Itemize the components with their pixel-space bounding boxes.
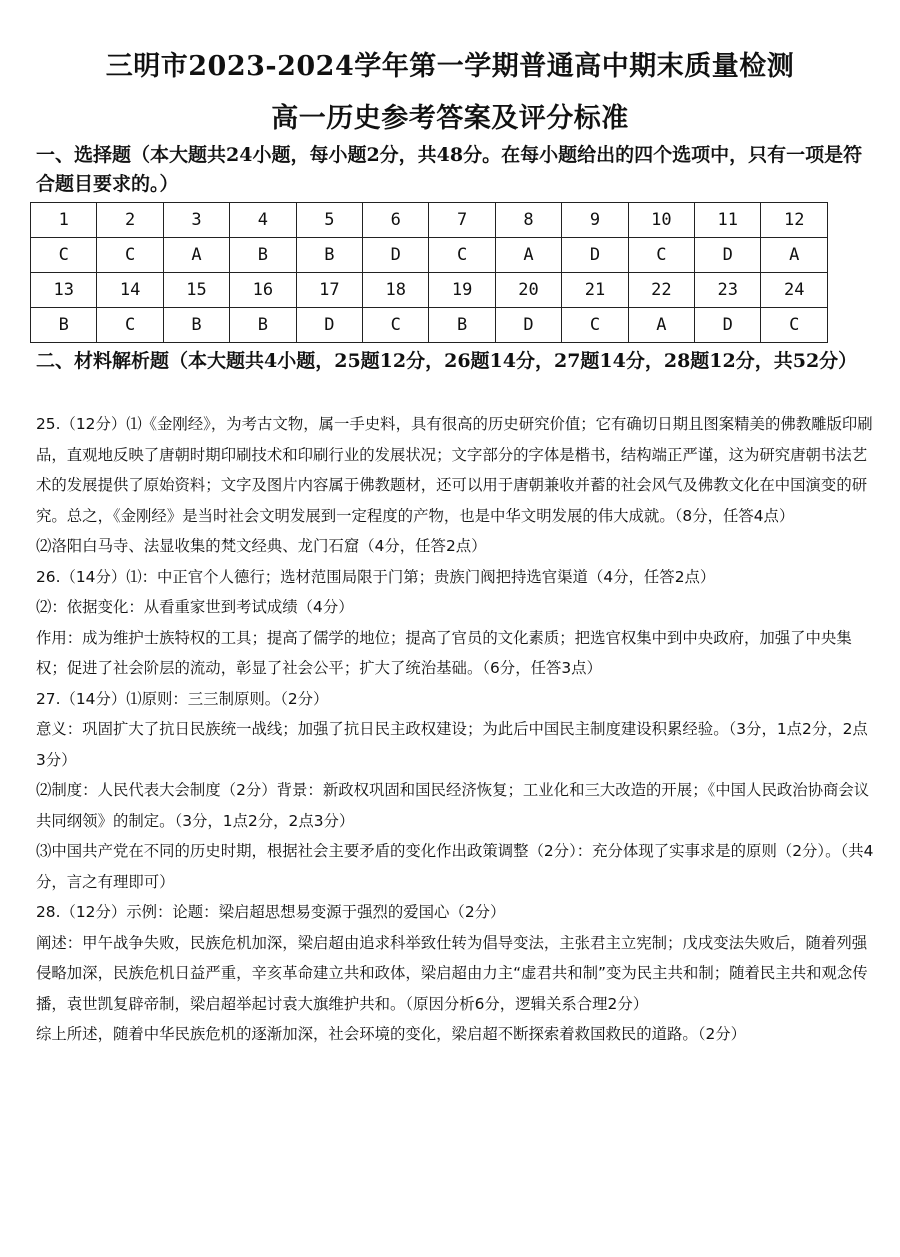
question-number-cell: 5 bbox=[296, 203, 362, 238]
question-number-cell: 14 bbox=[97, 273, 163, 308]
answer-paragraph: 27.（14分）⑴原则：三三制原则。（2分） bbox=[36, 689, 329, 708]
question-number-cell: 12 bbox=[761, 203, 828, 238]
answer-cell: D bbox=[495, 308, 561, 343]
question-number-cell: 23 bbox=[695, 273, 761, 308]
answer-cell: A bbox=[163, 238, 229, 273]
question-number-cell: 13 bbox=[31, 273, 97, 308]
answer-text bbox=[36, 409, 876, 1050]
answer-cell: B bbox=[230, 308, 296, 343]
section-heading-choice: 一、选择题（本大题共24小题，每小题2分，共48分。在每小题给出的四个选项中，只有一项是符合题目要求的。） bbox=[36, 144, 863, 195]
answer-cell: C bbox=[429, 238, 495, 273]
answer-paragraph: 作用：成为维护士族特权的工具；提高了儒学的地位；提高了官员的文化素质；把选官权集中到中央政府，加强了中央集权；促进了社会阶层的流动，彰显了社会公平；扩大了统治基础。（6分，任答3点） bbox=[36, 628, 852, 677]
question-number-cell: 10 bbox=[628, 203, 694, 238]
answer-cell: D bbox=[296, 308, 362, 343]
answer-cell: A bbox=[495, 238, 561, 273]
question-number-cell: 7 bbox=[429, 203, 495, 238]
answer-cell: B bbox=[230, 238, 296, 273]
answer-paragraph: 阐述：甲午战争失败，民族危机加深，梁启超由追求科举致仕转为倡导变法，主张君主立宪制；戊戌变法失败后，随着列强侵略加深，民族危机日益严重，辛亥革命建立共和政体，梁启超由力主“虚君共和制”变为民主共和制；随着民主共和观念传播，袁世凯复辟帝制，梁启超举起讨袁大旗维护共和。（原因分析6分，逻辑关系合理2分） bbox=[36, 933, 868, 1013]
answer-paragraph: ⑵洛阳白马寺、法显收集的梵文经典、龙门石窟（4分，任答2点） bbox=[36, 537, 487, 555]
question-number-cell: 22 bbox=[628, 273, 694, 308]
question-number-cell: 19 bbox=[429, 273, 495, 308]
answer-cell: B bbox=[296, 238, 362, 273]
answer-cell: D bbox=[695, 308, 761, 343]
answer-cell: B bbox=[31, 308, 97, 343]
question-number-cell: 21 bbox=[562, 273, 628, 308]
question-number-cell: 9 bbox=[562, 203, 628, 238]
answer-cell: C bbox=[363, 308, 429, 343]
answer-paragraph: 综上所述，随着中华民族危机的逐渐加深，社会环境的变化，梁启超不断探索着救国救民的道路。（2分） bbox=[36, 1025, 747, 1043]
page-subtitle: 高一历史参考答案及评分标准 bbox=[271, 103, 629, 134]
answer-row bbox=[31, 308, 828, 343]
question-number-cell: 6 bbox=[363, 203, 429, 238]
answer-cell: C bbox=[628, 238, 694, 273]
question-number-cell: 11 bbox=[695, 203, 761, 238]
question-number-cell: 16 bbox=[230, 273, 296, 308]
answer-cell: D bbox=[562, 238, 628, 273]
answer-paragraph: ⑶中国共产党在不同的历史时期，根据社会主要矛盾的变化作出政策调整（2分）：充分体现了实事求是的原则（2分）。（共4分，言之有理即可） bbox=[36, 842, 874, 891]
answer-cell: D bbox=[695, 238, 761, 273]
question-number-row bbox=[31, 273, 828, 308]
answer-paragraph: 28.（12分）示例：论题：梁启超思想易变源于强烈的爱国心（2分） bbox=[36, 903, 506, 921]
page-title: 三明市2023-2024学年第一学期普通高中期末质量检测 bbox=[105, 51, 795, 82]
answer-paragraph: 意义：巩固扩大了抗日民族统一战线；加强了抗日民主政权建设；为此后中国民主制度建设积累经验。（3分，1点2分，2点3分） bbox=[36, 720, 868, 769]
question-number-cell: 4 bbox=[230, 203, 296, 238]
answer-cell: A bbox=[628, 308, 694, 343]
answer-row bbox=[31, 238, 828, 273]
answer-paragraph: 26.（14分）⑴：中正官个人德行；选材范围局限于门第；贵族门阀把持选官渠道（4分，任答2点） bbox=[36, 567, 716, 586]
answer-table bbox=[30, 202, 828, 343]
answer-cell: C bbox=[97, 308, 163, 343]
answer-paragraph: ⑵制度：人民代表大会制度（2分）背景：新政权巩固和国民经济恢复；工业化和三大改造的开展；《中国人民政治协商会议共同纲领》的制定。（3分，1点2分，2点3分） bbox=[36, 781, 870, 830]
question-number-cell: 3 bbox=[163, 203, 229, 238]
question-number-cell: 20 bbox=[495, 273, 561, 308]
question-number-row bbox=[31, 203, 828, 238]
answer-cell: C bbox=[31, 238, 97, 273]
answer-paragraph: ⑵：依据变化：从看重家世到考试成绩（4分） bbox=[36, 598, 354, 616]
question-number-cell: 2 bbox=[97, 203, 163, 238]
answer-cell: B bbox=[163, 308, 229, 343]
answer-cell: C bbox=[97, 238, 163, 273]
answer-cell: B bbox=[429, 308, 495, 343]
question-number-cell: 17 bbox=[296, 273, 362, 308]
answer-cell: D bbox=[363, 238, 429, 273]
answer-cell: C bbox=[562, 308, 628, 343]
question-number-cell: 1 bbox=[31, 203, 97, 238]
answer-cell: A bbox=[761, 238, 828, 273]
question-number-cell: 8 bbox=[495, 203, 561, 238]
answer-paragraph: 25.（12分）⑴《金刚经》，为考古文物，属一手史料，具有很高的历史研究价值；它有确切日期且图案精美的佛教雕版印刷品，直观地反映了唐朝时期印刷技术和印刷行业的发展状况；文字部分的字体是楷书，结构端正严谨，这为研究唐朝书法艺术的发展提供了原始资料；文字及图片内容属于佛教题材，还可以用于唐朝兼收并蓄的社会风气及佛教文化在中国演变的研究。总之，《金刚经》是当时社会文明发展到一定程度的产物，也是中华文明发展的伟大成就。（8分，任答4点） bbox=[36, 415, 873, 525]
answer-cell: C bbox=[761, 308, 828, 343]
question-number-cell: 24 bbox=[761, 273, 828, 308]
section-heading-analysis: 二、材料解析题（本大题共4小题，25题12分，26题14分，27题14分，28题12分，共52分） bbox=[36, 350, 858, 372]
question-number-cell: 18 bbox=[363, 273, 429, 308]
question-number-cell: 15 bbox=[163, 273, 229, 308]
